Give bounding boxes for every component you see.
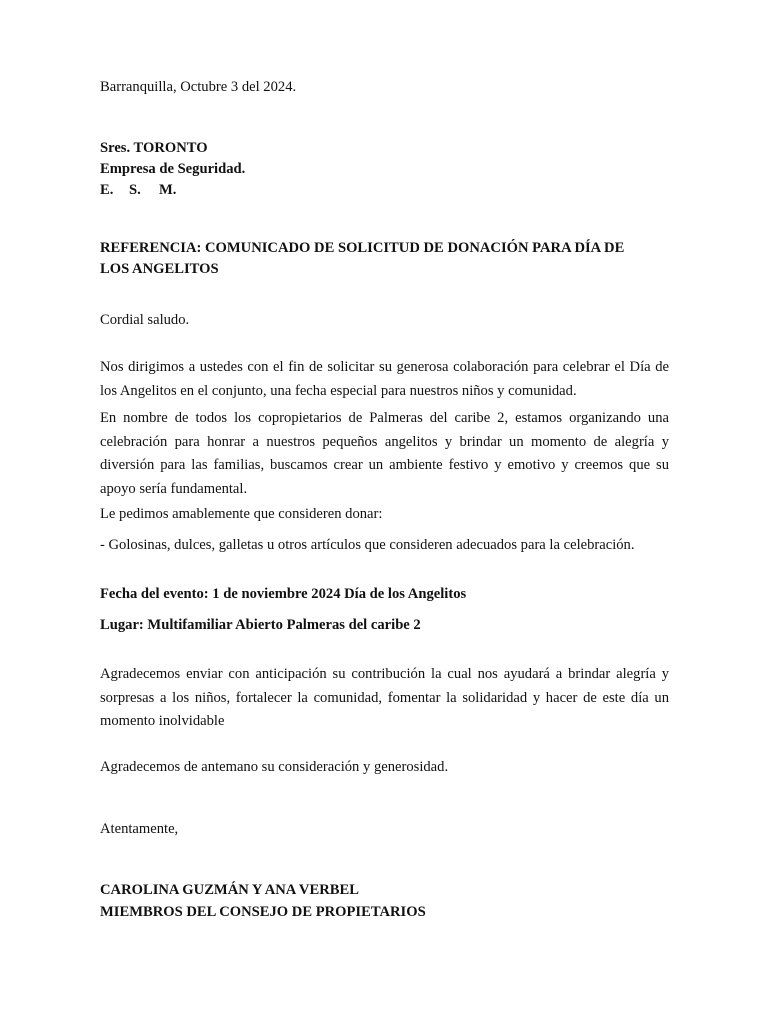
reference-line-2: LOS ANGELITOS [100, 261, 219, 277]
request-intro: Le pedimos amablemente que consideren donar: [100, 506, 383, 522]
paragraph-1: Nos dirigimos a ustedes con el fin de solicitar su generosa colaboración para celebrar el Día de los Angelitos en el conjunto, una fecha especial para nuestros niños y comunidad. [100, 359, 669, 399]
request-item: - Golosinas, dulces, galletas u otros artículos que consideren adecuados para la celebración. [100, 537, 635, 553]
event-date: Fecha del evento: 1 de noviembre 2024 Día de los Angelitos [100, 586, 467, 602]
place-date: Barranquilla, Octubre 3 del 2024. [100, 79, 297, 95]
recipient-company: Empresa de Seguridad. [100, 161, 246, 177]
event-place: Lugar: Multifamiliar Abierto Palmeras del caribe 2 [100, 617, 421, 633]
paragraph-2: En nombre de todos los copropietarios de Palmeras del caribe 2, estamos organizando una celebración para honrar a nuestros pequeños angelitos y brindar un momento de alegría y diversión para las familias, buscamos crear un ambiente festivo y emotivo y creemos que su apoyo sería fundamental. [100, 410, 669, 497]
signers: CAROLINA GUZMÁN Y ANA VERBEL [100, 882, 359, 898]
paragraph-3: Agradecemos enviar con anticipación su contribución la cual nos ayudará a brindar alegría y sorpresas a los niños, fortalecer la comunidad, fomentar la solidaridad y hacer de este día un momento inolvidable [100, 666, 669, 729]
closing: Atentamente, [100, 821, 179, 837]
recipient-name: Sres. TORONTO [100, 140, 208, 156]
greeting: Cordial saludo. [100, 312, 190, 328]
signers-role: MIEMBROS DEL CONSEJO DE PROPIETARIOS [100, 904, 426, 920]
thanks: Agradecemos de antemano su consideración y generosidad. [100, 759, 449, 775]
recipient-esm [100, 181, 176, 199]
esm-s: S. [129, 182, 141, 198]
reference-line-1: REFERENCIA: COMUNICADO DE SOLICITUD DE DONACIÓN PARA DÍA DE [100, 240, 625, 256]
esm-e: E. [100, 182, 114, 198]
esm-m: M. [159, 182, 177, 198]
